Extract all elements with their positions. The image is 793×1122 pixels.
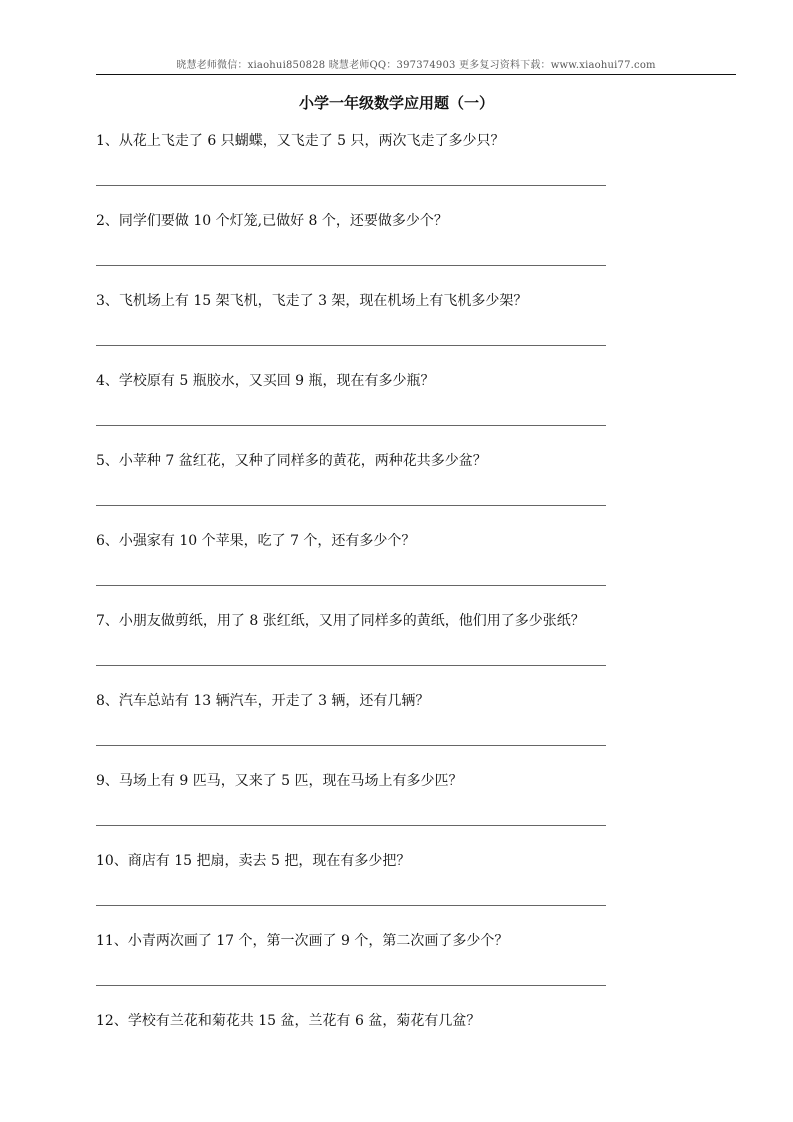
- problem-9: [96, 771, 716, 791]
- problem-6: [96, 531, 716, 551]
- answer-line: [96, 985, 606, 986]
- problem-text: 11、小青两次画了 17 个，第一次画了 9 个，第二次画了多少个？: [96, 933, 509, 949]
- problem-text: 4、学校原有 5 瓶胶水，又买回 9 瓶，现在有多少瓶？: [96, 373, 435, 389]
- problem-text: 10、商店有 15 把扇，卖去 5 把，现在有多少把？: [96, 853, 411, 869]
- answer-line: [96, 505, 606, 506]
- problem-1: [96, 131, 716, 151]
- problem-12: [96, 1011, 716, 1031]
- problem-3: [96, 291, 716, 311]
- answer-line: [96, 905, 606, 906]
- problem-text: 2、同学们要做 10 个灯笼,已做好 8 个，还要做多少个？: [96, 213, 448, 229]
- problem-2: [96, 211, 716, 231]
- answer-line: [96, 825, 606, 826]
- problem-text: 8、汽车总站有 13 辆汽车，开走了 3 辆，还有几辆？: [96, 693, 430, 709]
- problem-text: 7、小朋友做剪纸，用了 8 张红纸，又用了同样多的黄纸，他们用了多少张纸？: [96, 613, 585, 629]
- problem-11: [96, 931, 716, 951]
- answer-line: [96, 585, 606, 586]
- problem-text: 9、马场上有 9 匹马，又来了 5 匹，现在马场上有多少匹？: [96, 773, 463, 789]
- answer-line: [96, 265, 606, 266]
- answer-line: [96, 425, 606, 426]
- problem-text: 3、飞机场上有 15 架飞机，飞走了 3 架，现在机场上有飞机多少架？: [96, 293, 528, 309]
- problem-text: 6、小强家有 10 个苹果，吃了 7 个，还有多少个？: [96, 533, 416, 549]
- page-header: 晓慧老师微信：xiaohui850828 晓慧老师QQ：397374903 更多复习资料下载：www.xiaohui77.com: [176, 60, 656, 71]
- problem-4: [96, 371, 716, 391]
- problem-8: [96, 691, 716, 711]
- answer-line: [96, 665, 606, 666]
- problem-10: [96, 851, 716, 871]
- problem-text: 1、从花上飞走了 6 只蝴蝶，又飞走了 5 只，两次飞走了多少只？: [96, 133, 505, 149]
- problem-text: 5、小苹种 7 盆红花，又种了同样多的黄花，两种花共多少盆？: [96, 453, 487, 469]
- problem-7: [96, 611, 716, 631]
- header-divider: [96, 74, 736, 75]
- worksheet-title: 小学一年级数学应用题（一）: [298, 94, 494, 112]
- answer-line: [96, 345, 606, 346]
- answer-line: [96, 745, 606, 746]
- problem-5: [96, 451, 716, 471]
- answer-line: [96, 185, 606, 186]
- problem-text: 12、学校有兰花和菊花共 15 盆，兰花有 6 盆，菊花有几盆？: [96, 1013, 481, 1029]
